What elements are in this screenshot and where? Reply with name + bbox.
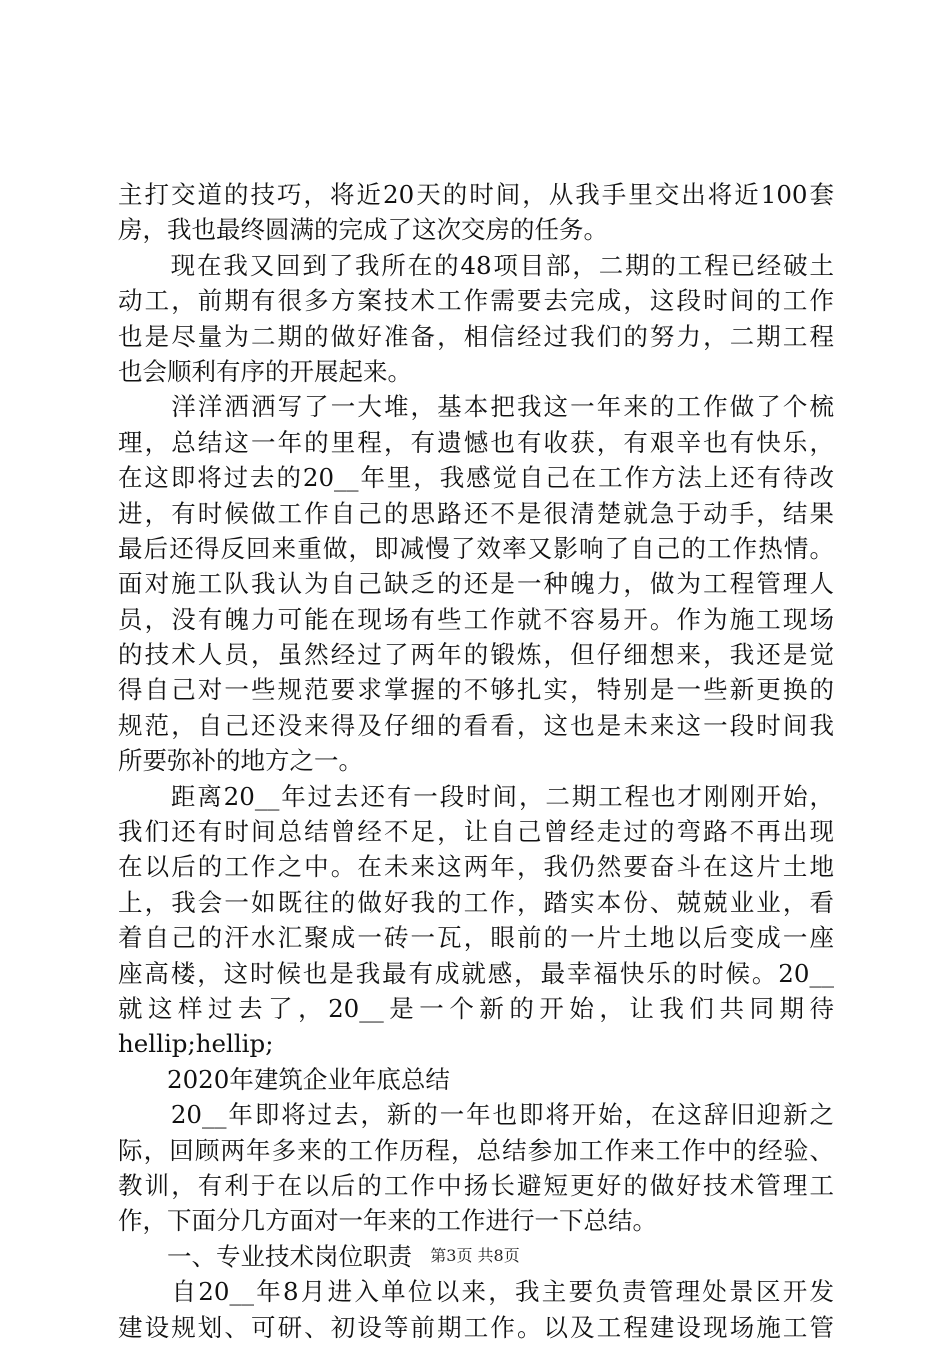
text-line: 着自己的汗水汇聚成一砖一瓦，眼前的一片土地以后变成一座 <box>118 923 834 953</box>
text-line: 我们还有时间总结曾经不足，让自己曾经走过的弯路不再出现 <box>118 817 834 847</box>
text-line: 也会顺利有序的开展起来。 <box>118 356 412 386</box>
text-line: 员，没有魄力可能在现场有些工作就不容易开。作为施工现场 <box>118 604 834 634</box>
text-line: 座高楼，这时候也是我最有成就感，最幸福快乐的时候。20__ <box>118 958 834 988</box>
text-line: 20__年即将过去，新的一年也即将开始，在这辞旧迎新之 <box>118 1100 834 1130</box>
text-line: 作，下面分几方面对一年来的工作进行一下总结。 <box>118 1206 657 1236</box>
text-line: 在这即将过去的20__年里，我感觉自己在工作方法上还有待改 <box>118 463 834 493</box>
text-line: 主打交道的技巧，将近20天的时间，从我手里交出将近100套 <box>118 180 834 209</box>
text-line: 现在我又回到了我所在的48项目部，二期的工程已经破土 <box>118 250 834 280</box>
text-line: 动工，前期有很多方案技术工作需要去完成，这段时间的工作 <box>118 286 834 316</box>
text-line: 教训，有利于在以后的工作中扬长避短更好的做好技术管理工 <box>118 1170 834 1200</box>
text-line: 房，我也最终圆满的完成了这次交房的任务。 <box>118 215 608 245</box>
text-line: 理，总结这一年的里程，有遗憾也有收获，有艰辛也有快乐， <box>118 427 834 457</box>
text-line: hellip;hellip; <box>118 1029 274 1059</box>
text-line: 就这样过去了，20__是一个新的开始，让我们共同期待 <box>118 993 834 1023</box>
text-line: 得自己对一些规范要求掌握的不够扎实，特别是一些新更换的 <box>118 675 834 705</box>
text-line: 进，有时候做工作自己的思路还不是很清楚就急于动手，结果 <box>118 498 834 528</box>
text-line: 所要弥补的地方之一。 <box>118 746 363 776</box>
text-line: 的技术人员，虽然经过了两年的锻炼，但仔细想来，我还是觉 <box>118 640 834 670</box>
text-line: 自20__年8月进入单位以来，我主要负责管理处景区开发 <box>118 1277 834 1307</box>
text-line: 洋洋洒洒写了一大堆，基本把我这一年来的工作做了个梳 <box>118 392 834 422</box>
section-heading: 一、专业技术岗位职责 <box>118 1241 412 1271</box>
text-line: 面对施工队我认为自己缺乏的还是一种魄力，做为工程管理人 <box>118 569 834 599</box>
section-heading: 2020年建筑企业年底总结 <box>118 1064 450 1094</box>
text-line: 建设规划、可研、初设等前期工作。以及工程建设现场施工管 <box>118 1312 834 1342</box>
text-line: 也是尽量为二期的做好准备，相信经过我们的努力，二期工程 <box>118 321 834 351</box>
text-line: 上，我会一如既往的做好我的工作，踏实本份、兢兢业业，看 <box>118 887 834 917</box>
text-line: 际，回顾两年多来的工作历程，总结参加工作来工作中的经验、 <box>118 1135 834 1165</box>
text-line: 最后还得反回来重做，即减慢了效率又影响了自己的工作热情。 <box>118 533 834 563</box>
text-line: 规范，自己还没来得及仔细的看看，这也是未来这一段时间我 <box>118 710 834 740</box>
text-line: 在以后的工作之中。在未来这两年，我仍然要奋斗在这片土地 <box>118 852 834 882</box>
text-line: 距离20__年过去还有一段时间，二期工程也才刚刚开始， <box>118 781 834 811</box>
page-number-footer: 第3页 共8页 <box>430 1246 520 1265</box>
document-body <box>118 177 834 1345</box>
